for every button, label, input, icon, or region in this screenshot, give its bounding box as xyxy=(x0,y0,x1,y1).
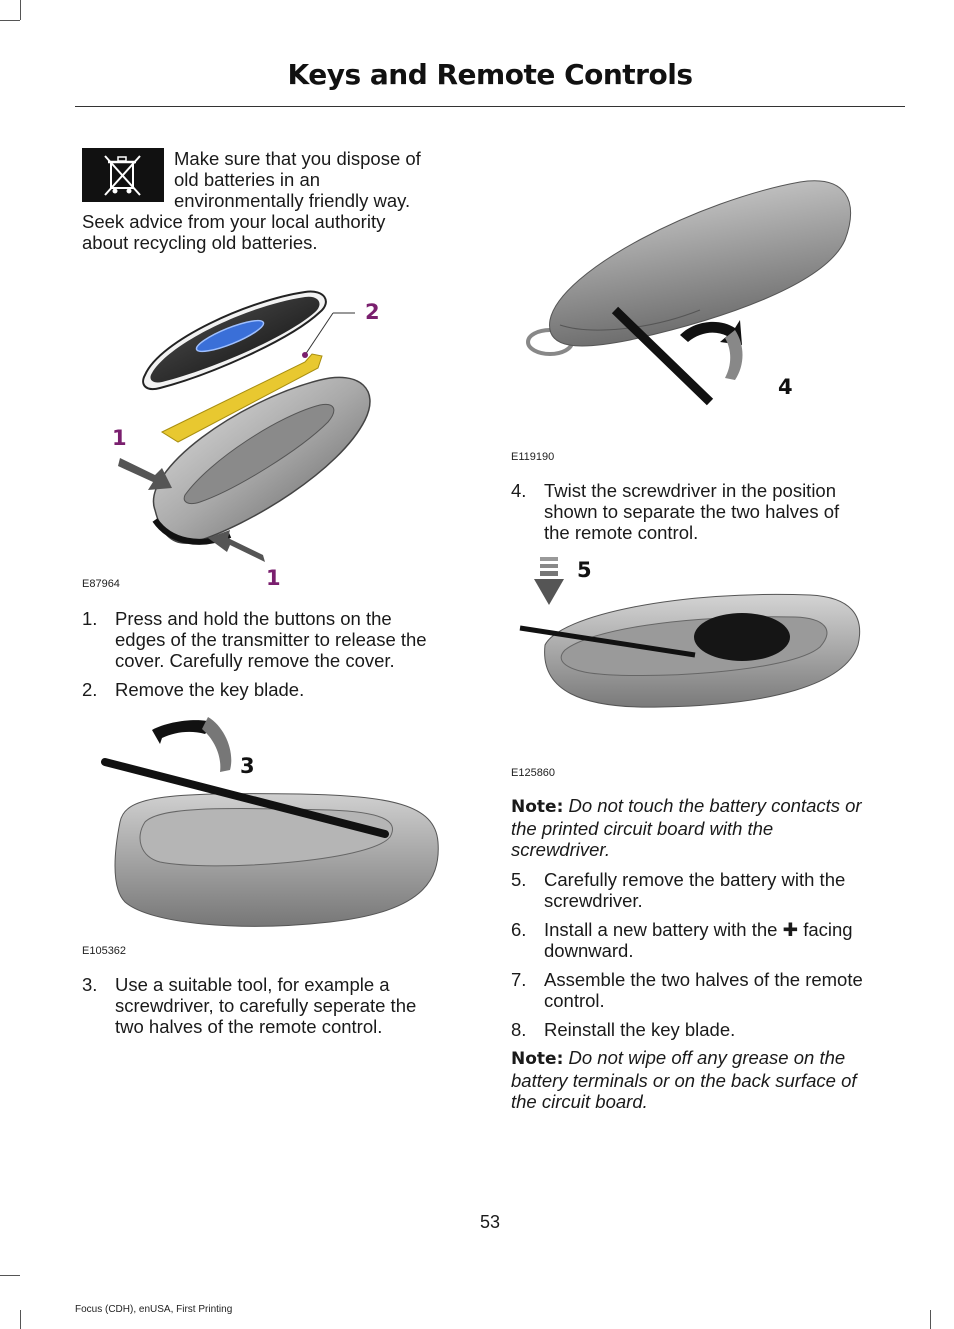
step-text-line: Reinstall the key blade. xyxy=(544,1019,736,1040)
step-8 xyxy=(511,1019,911,1041)
page-title: Keys and Remote Controls xyxy=(287,58,693,91)
crop-mark xyxy=(0,20,20,21)
step-text-line: Press and hold the buttons on the xyxy=(115,608,392,629)
crop-mark xyxy=(930,1310,931,1329)
header-rule xyxy=(75,106,905,107)
figure-code: E125860 xyxy=(511,767,556,779)
callout-4: 4 xyxy=(778,375,793,399)
crossed-out-wheelie-bin-icon xyxy=(82,148,164,202)
note-text-line: the circuit board. xyxy=(511,1091,648,1112)
crop-mark xyxy=(20,0,21,20)
callout-2: 2 xyxy=(365,300,380,324)
step-number: 5. xyxy=(511,869,527,890)
crop-mark xyxy=(0,1275,20,1276)
figure-code: E105362 xyxy=(82,945,127,957)
step-2 xyxy=(82,679,482,701)
step-3 xyxy=(82,974,482,1040)
step-number: 6. xyxy=(511,919,527,940)
figure-screwdriver-twist xyxy=(520,170,860,410)
step-number: 4. xyxy=(511,480,527,501)
callout-1: 1 xyxy=(112,426,127,450)
step-text-line: Assemble the two halves of the remote xyxy=(544,969,863,990)
note-label: Note: xyxy=(511,797,564,817)
callout-5: 5 xyxy=(577,558,592,582)
step-text-line: downward. xyxy=(544,940,634,961)
figure-key-fob-exploded xyxy=(100,280,420,580)
callout-1: 1 xyxy=(266,566,281,590)
step-text-line: cover. Carefully remove the cover. xyxy=(115,650,395,671)
edition-footer: Focus (CDH), enUSA, First Printing xyxy=(75,1304,233,1315)
step-5 xyxy=(511,869,911,913)
note-text-line: Do not wipe off any grease on the xyxy=(563,1047,846,1068)
step-number: 8. xyxy=(511,1019,527,1040)
step-text-line: screwdriver, to carefully seperate the xyxy=(115,995,417,1016)
disposal-text-line: environmentally friendly way. xyxy=(174,190,411,211)
page-number: 53 xyxy=(479,1212,501,1232)
disposal-text-line: old batteries in an xyxy=(174,169,321,190)
step-text-line: Use a suitable tool, for example a xyxy=(115,974,390,995)
step-number: 7. xyxy=(511,969,527,990)
callout-3: 3 xyxy=(240,754,255,778)
step-text-line: the remote control. xyxy=(544,522,699,543)
disposal-text-line: about recycling old batteries. xyxy=(82,232,318,253)
step-1 xyxy=(82,608,482,674)
note-label: Note: xyxy=(511,1049,564,1069)
step-text-line: Twist the screwdriver in the position xyxy=(544,480,837,501)
step-number: 2. xyxy=(82,679,98,700)
note-text-line: the printed circuit board with the xyxy=(511,818,774,839)
step-number: 3. xyxy=(82,974,98,995)
figure-code: E119190 xyxy=(511,451,555,463)
step-text-line: control. xyxy=(544,990,605,1011)
step-text-line: Remove the key blade. xyxy=(115,679,305,700)
figure-code: E87964 xyxy=(82,578,120,590)
step-text-line: shown to separate the two halves of xyxy=(544,501,840,522)
step-text-line: Install a new battery with the ✚ facing xyxy=(544,919,853,940)
disposal-text-line: Seek advice from your local authority xyxy=(82,211,386,232)
step-7 xyxy=(511,969,911,1013)
step-4 xyxy=(511,480,911,546)
figure-battery-removal xyxy=(520,555,865,720)
disposal-text-line: Make sure that you dispose of xyxy=(174,148,421,169)
figure-screwdriver-separate xyxy=(100,712,445,937)
note-text-line: screwdriver. xyxy=(511,839,611,860)
step-text-line: Carefully remove the battery with the xyxy=(544,869,846,890)
crop-mark xyxy=(20,1310,21,1329)
note-grease xyxy=(511,1047,911,1112)
note-text-line: battery terminals or on the back surface of xyxy=(511,1070,857,1091)
note-text-line: Do not touch the battery contacts or xyxy=(563,795,862,816)
step-text-line: two halves of the remote control. xyxy=(115,1016,383,1037)
step-6 xyxy=(511,919,911,963)
step-number: 1. xyxy=(82,608,98,629)
step-text-line: screwdriver. xyxy=(544,890,643,911)
note-battery-contacts xyxy=(511,795,911,860)
step-text-line: edges of the transmitter to release the xyxy=(115,629,427,650)
